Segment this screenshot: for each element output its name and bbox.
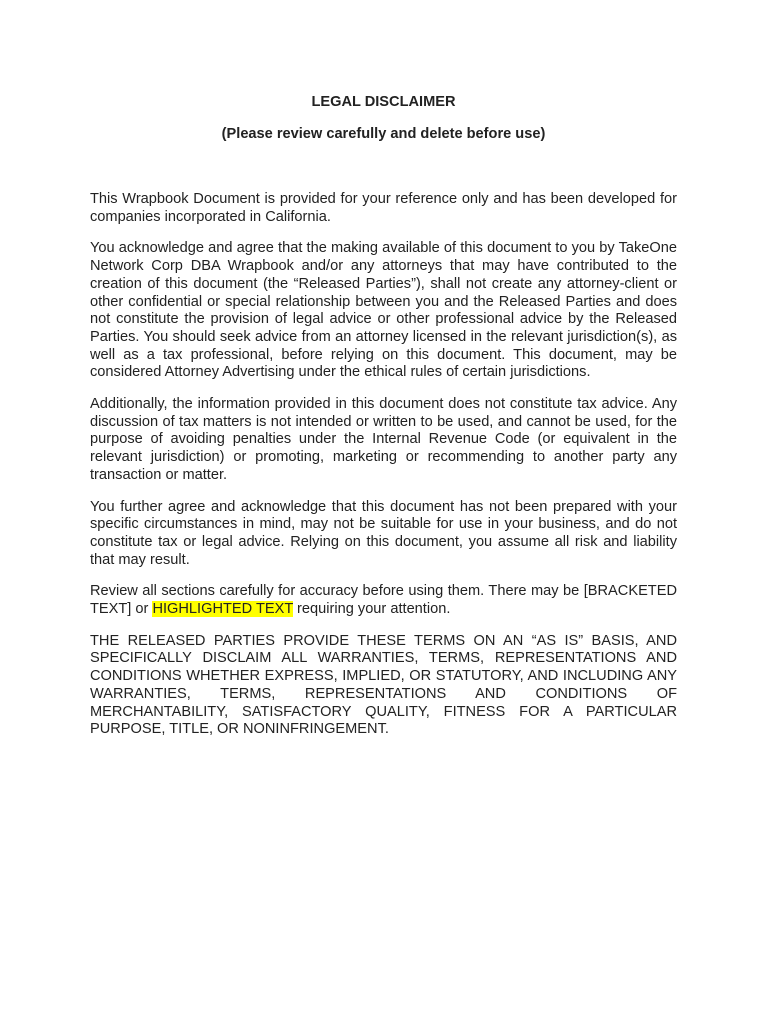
paragraph-review — [90, 583, 677, 618]
review-text-before: Review all sections carefully for accuracy before using them. There may be [BRACKETED TEXT] or — [90, 583, 677, 618]
paragraph-warranty-disclaimer: THE RELEASED PARTIES PROVIDE THESE TERMS ON AN “AS IS” BASIS, AND SPECIFICALLY DISCLAIM ALL WARRANTIES, TERMS, REPRESENTATIONS AND CONDITIONS WHETHER EXPRESS, IMPLIED, OR STATUTORY, AND INCLUDING ANY WARRANTIES, TERMS, REPRESENTATIONS AND CONDITIONS OF MERCHANTABILITY, SATISFACTORY QUALITY, FITNESS FOR A PARTICULAR PURPOSE, TITLE, OR NONINFRINGEMENT. — [90, 632, 677, 738]
paragraph-tax-advice: Additionally, the information provided in this document does not constitute tax advice. Any discussion of tax matters is not intended or written to be used, and cannot be used, for the purpose of avoiding penalties under the Internal Revenue Code (or equivalent in the relevant jurisdiction) or promoting, marketing or recommending to another party any transaction or matter. — [90, 396, 677, 483]
paragraph-circumstances: You further agree and acknowledge that this document has not been prepared with your specific circumstances in mind, may not be suitable for use in your business, and do not constitute tax or legal advice. Relying on this document, you assume all risk and liability that may result. — [90, 498, 677, 568]
highlighted-text: HIGHLIGHTED TEXT — [152, 601, 293, 618]
paragraph-acknowledgement: You acknowledge and agree that the making available of this document to you by TakeOne Network Corp DBA Wrapbook and/or any attorneys that may have contributed to the creation of this document (the “Released Parties”), shall not create any attorney-client or other confidential or special relationship between you and the Released Parties and does not constitute the provision of legal advice or other professional advice by the Released Parties. You should seek advice from an attorney licensed in the relevant jurisdiction(s), as well as a tax professional, before relying on this document. This document, may be considered Attorney Advertising under the ethical rules of certain jurisdictions. — [90, 240, 677, 381]
document-title: LEGAL DISCLAIMER — [311, 94, 456, 110]
document-subtitle: (Please review carefully and delete before use) — [221, 126, 546, 142]
paragraph-intro: This Wrapbook Document is provided for your reference only and has been developed for companies incorporated in California. — [90, 191, 677, 225]
document-body — [90, 191, 677, 739]
document-content — [90, 92, 677, 753]
review-text-after: requiring your attention. — [293, 601, 451, 618]
